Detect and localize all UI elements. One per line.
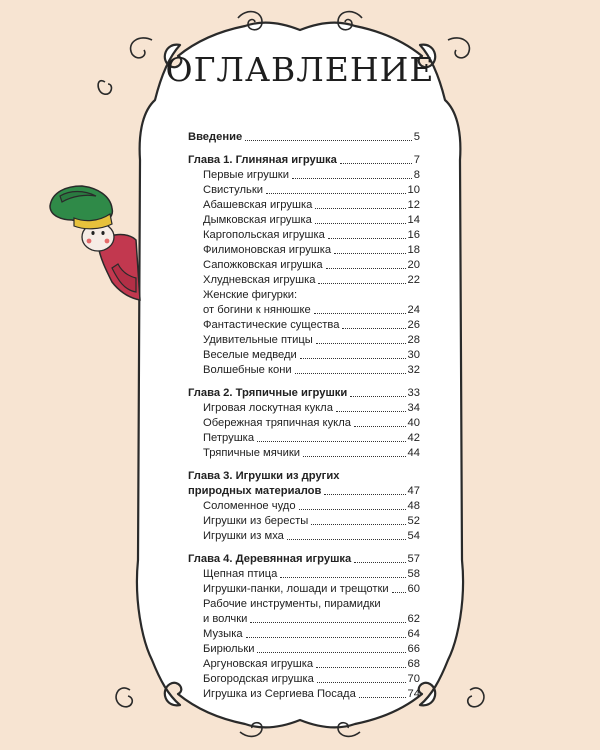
toc-entry-label: Музыка xyxy=(203,628,243,640)
toc-entry[interactable] xyxy=(188,228,420,243)
toc-entry-label: и волчки xyxy=(203,613,248,625)
dot-leader xyxy=(300,358,406,359)
toc-entry[interactable] xyxy=(188,363,420,378)
toc-entry-page: 7 xyxy=(413,154,420,166)
dot-leader xyxy=(324,494,405,495)
toc-entry[interactable] xyxy=(188,198,420,213)
toc-chapter-1[interactable] xyxy=(188,153,420,168)
dot-leader xyxy=(314,313,406,314)
dot-leader xyxy=(317,682,406,683)
toc-entry[interactable] xyxy=(188,303,420,318)
toc-entry[interactable] xyxy=(188,529,420,544)
toc-entry-page: 26 xyxy=(407,319,420,331)
page-title: ОГЛАВЛЕНИЕ xyxy=(165,50,435,89)
toc-entry-page: 28 xyxy=(407,334,420,346)
dot-leader xyxy=(257,441,406,442)
toc-entry[interactable] xyxy=(188,416,420,431)
toc-entry-label: Глава 4. Деревянная игрушка xyxy=(188,553,352,565)
toc-entry[interactable] xyxy=(188,499,420,514)
dot-leader xyxy=(336,411,406,412)
toc-entry-label: Введение xyxy=(188,131,243,143)
dot-leader xyxy=(342,328,405,329)
toc-entry-label: Глава 3. Игрушки из других xyxy=(188,470,340,482)
toc-entry[interactable] xyxy=(188,243,420,258)
toc-entry-label: Петрушка xyxy=(203,432,255,444)
toc-entry-page: 48 xyxy=(407,500,420,512)
dot-leader xyxy=(326,268,406,269)
toc-entry[interactable] xyxy=(188,627,420,642)
toc-chapter-4[interactable] xyxy=(188,552,420,567)
dot-leader xyxy=(311,524,405,525)
toc-entry-label: Удивительные птицы xyxy=(203,334,313,346)
toc-entry[interactable] xyxy=(188,567,420,582)
toc-entry-label: Волшебные кони xyxy=(203,364,292,376)
toc-entry-page: 66 xyxy=(407,643,420,655)
toc-entry-label: Игрушка из Сергиева Посада xyxy=(203,688,356,700)
toc-entry-page: 52 xyxy=(407,515,420,527)
toc-entry-page: 8 xyxy=(413,169,420,181)
toc-chapter-3-line[interactable] xyxy=(188,469,420,484)
toc-entry-page: 33 xyxy=(407,387,420,399)
toc-entry-page: 16 xyxy=(407,229,420,241)
toc-entry[interactable] xyxy=(188,687,420,702)
toc-entry-label: Веселые медведи xyxy=(203,349,297,361)
curl-decoration xyxy=(468,688,484,707)
toc-entry[interactable] xyxy=(188,582,420,597)
toc-entry-label: Обережная тряпичная кукла xyxy=(203,417,351,429)
toc-entry-page: 20 xyxy=(407,259,420,271)
toc-entry-label: Игрушки-панки, лошади и трещотки xyxy=(203,583,389,595)
toc-entry-line[interactable] xyxy=(188,597,420,612)
toc-entry-page: 70 xyxy=(407,673,420,685)
toc-entry-page: 68 xyxy=(407,658,420,670)
dot-leader xyxy=(299,509,406,510)
toc-entry-label: Игровая лоскутная кукла xyxy=(203,402,333,414)
dot-leader xyxy=(318,283,405,284)
toc-entry-label: Глава 1. Глиняная игрушка xyxy=(188,154,337,166)
toc-entry-page: 64 xyxy=(407,628,420,640)
toc-chapter-2[interactable] xyxy=(188,386,420,401)
dot-leader xyxy=(334,253,405,254)
toc-entry-label: Бирюльки xyxy=(203,643,255,655)
toc-entry-label: Тряпичные мячики xyxy=(203,447,301,459)
toc-entry-intro[interactable] xyxy=(188,130,420,145)
toc-entry-page: 18 xyxy=(407,244,420,256)
dot-leader xyxy=(315,223,406,224)
toc-entry-label: Богородская игрушка xyxy=(203,673,314,685)
toc-entry[interactable] xyxy=(188,672,420,687)
toc-entry[interactable] xyxy=(188,333,420,348)
toc-entry-label: Игрушки из бересты xyxy=(203,515,309,527)
dot-leader xyxy=(316,667,405,668)
toc-entry-label: природных материалов xyxy=(188,485,322,497)
dot-leader xyxy=(245,140,412,141)
toc-entry-page: 62 xyxy=(407,613,420,625)
toc-chapter-3[interactable] xyxy=(188,484,420,499)
dot-leader xyxy=(280,577,405,578)
dot-leader xyxy=(340,163,412,164)
toc-entry[interactable] xyxy=(188,401,420,416)
toc-entry[interactable] xyxy=(188,431,420,446)
toc-entry-page: 40 xyxy=(407,417,420,429)
dot-leader xyxy=(292,178,412,179)
toc-entry[interactable] xyxy=(188,657,420,672)
toc-entry-page: 30 xyxy=(407,349,420,361)
toc-entry-label: Филимоновская игрушка xyxy=(203,244,332,256)
toc-entry[interactable] xyxy=(188,318,420,333)
toc-entry-label: Аргуновская игрушка xyxy=(203,658,314,670)
toc-entry[interactable] xyxy=(188,348,420,363)
toc-entry-label: Сапожковская игрушка xyxy=(203,259,323,271)
dot-leader xyxy=(250,622,405,623)
toc-entry-label: Рабочие инструменты, пирамидки xyxy=(203,598,381,610)
toc-entry[interactable] xyxy=(188,168,420,183)
dot-leader xyxy=(303,456,406,457)
toc-entry-page: 22 xyxy=(407,274,420,286)
dot-leader xyxy=(328,238,406,239)
toc-entry-page: 58 xyxy=(407,568,420,580)
toc-entry-label: Дымковская игрушка xyxy=(203,214,312,226)
toc-entry-label: Глава 2. Тряпичные игрушки xyxy=(188,387,348,399)
table-of-contents xyxy=(188,130,420,702)
toc-entry[interactable] xyxy=(188,446,420,461)
toc-entry-label: Женские фигурки: xyxy=(203,289,298,301)
toc-entry-line[interactable] xyxy=(188,288,420,303)
dot-leader xyxy=(354,426,406,427)
dot-leader xyxy=(266,193,406,194)
dot-leader xyxy=(295,373,406,374)
curl-decoration xyxy=(116,688,132,707)
toc-entry-label: Фантастические существа xyxy=(203,319,340,331)
toc-entry-label: Каргопольская игрушка xyxy=(203,229,325,241)
toc-entry-label: Щепная птица xyxy=(203,568,278,580)
toc-entry-page: 74 xyxy=(407,688,420,700)
toc-entry[interactable] xyxy=(188,612,420,627)
toc-entry-page: 14 xyxy=(407,214,420,226)
toc-entry-label: от богини к нянюшке xyxy=(203,304,311,316)
dot-leader xyxy=(257,652,405,653)
toc-entry-page: 54 xyxy=(407,530,420,542)
toc-entry-label: Первые игрушки xyxy=(203,169,289,181)
toc-entry-page: 10 xyxy=(407,184,420,196)
dot-leader xyxy=(287,539,406,540)
curl-decoration xyxy=(98,81,111,95)
toc-entry-page: 60 xyxy=(407,583,420,595)
toc-entry-page: 42 xyxy=(407,432,420,444)
toc-entry[interactable] xyxy=(188,258,420,273)
toc-entry[interactable] xyxy=(188,642,420,657)
toc-entry-page: 32 xyxy=(407,364,420,376)
dot-leader xyxy=(354,562,405,563)
dot-leader xyxy=(316,343,406,344)
dot-leader xyxy=(315,208,405,209)
toc-entry-page: 24 xyxy=(407,304,420,316)
toc-entry-label: Соломенное чудо xyxy=(203,500,296,512)
toc-entry-page: 34 xyxy=(407,402,420,414)
dot-leader xyxy=(359,697,406,698)
toc-entry-label: Абашевская игрушка xyxy=(203,199,313,211)
toc-entry-label: Хлудневская игрушка xyxy=(203,274,316,286)
dot-leader xyxy=(246,637,406,638)
toc-entry[interactable] xyxy=(188,213,420,228)
toc-entry-label: Свистульки xyxy=(203,184,263,196)
toc-entry-label: Игрушки из мха xyxy=(203,530,284,542)
toc-entry[interactable] xyxy=(188,273,420,288)
toc-entry-page: 44 xyxy=(407,447,420,459)
toc-entry[interactable] xyxy=(188,183,420,198)
dot-leader xyxy=(392,592,406,593)
toc-entry-page: 57 xyxy=(407,553,420,565)
toc-entry-page: 12 xyxy=(407,199,420,211)
dot-leader xyxy=(350,396,405,397)
toc-entry-page: 5 xyxy=(413,131,420,143)
toc-entry-page: 47 xyxy=(407,485,420,497)
toc-entry[interactable] xyxy=(188,514,420,529)
